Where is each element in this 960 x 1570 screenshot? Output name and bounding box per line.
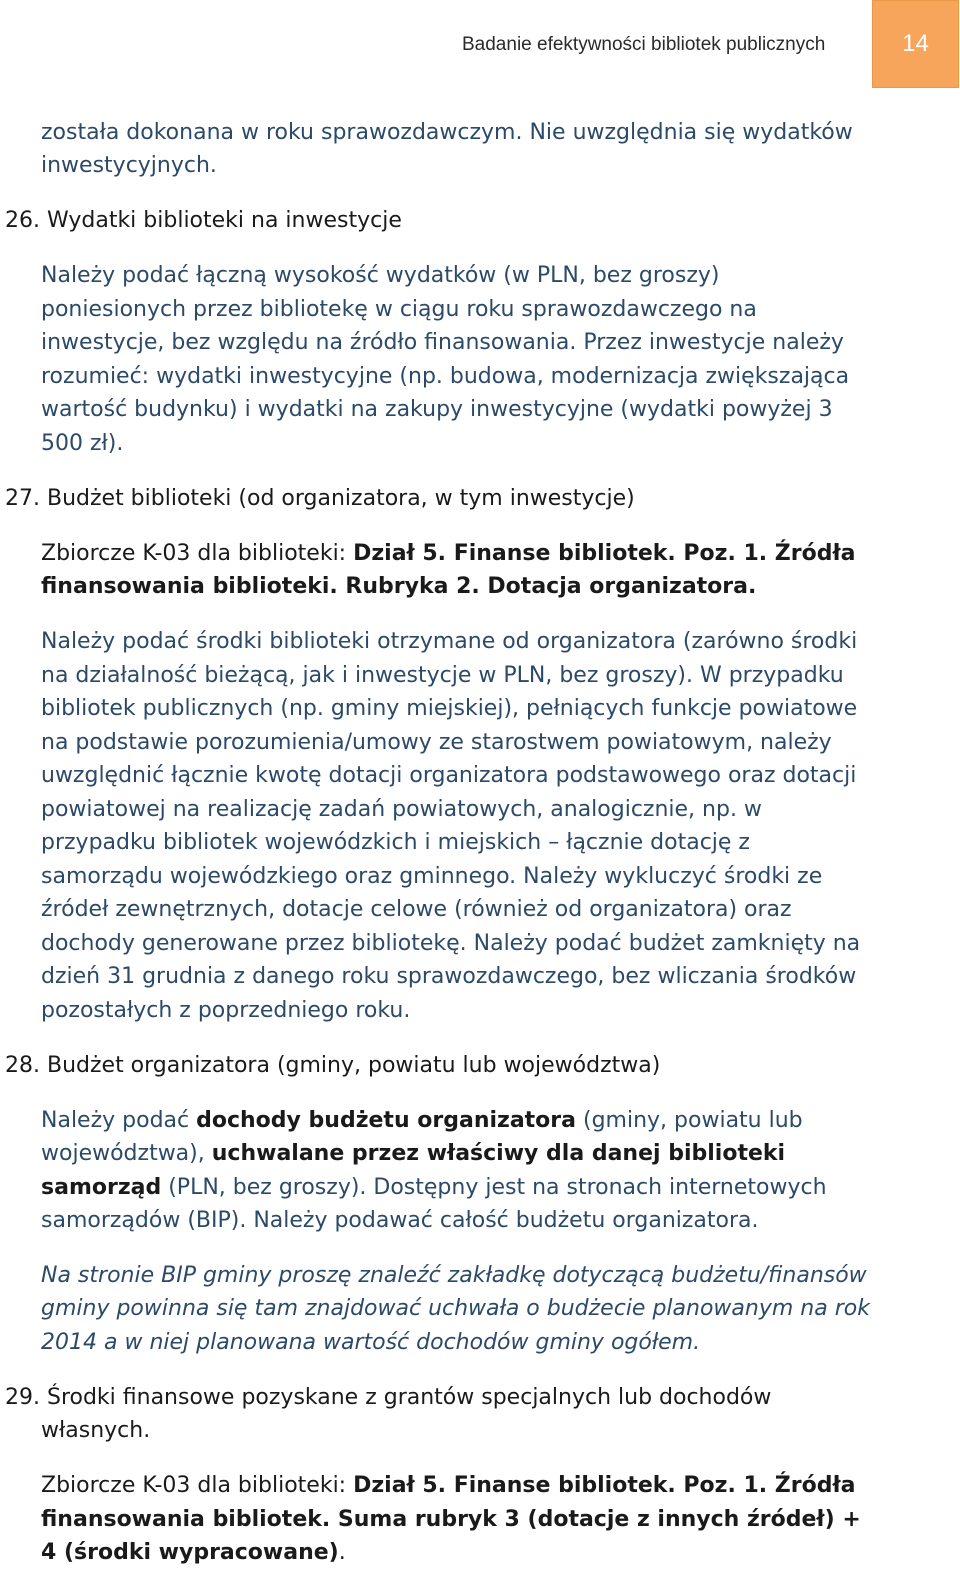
section-28-line: samorządów (BIP). Należy podawać całość budżetu organizatora. [41,1208,759,1233]
text-run-bold: dochody budżetu organizatora [196,1108,576,1133]
section-27-line: powiatowej na realizację zadań powiatowych, analogicznie, np. w [41,797,762,822]
reference-prefix: Zbiorcze K-03 dla biblioteki: [41,1473,354,1498]
text-run: województwa), [41,1141,212,1166]
section-28-italic-line: gminy powinna się tam znajdować uchwała o budżecie planowanym na rok [41,1296,870,1321]
section-29-reference-cont: finansowania bibliotek. Suma rubryk 3 (dotacje z innych źródeł) + [41,1507,861,1532]
text-run-bold: samorząd [41,1175,162,1200]
running-header-title: Badanie efektywności bibliotek publicznych [462,34,826,55]
section-28-line [41,1171,941,1205]
section-26-line: Należy podać łączną wysokość wydatków (w PLN, bez groszy) [41,263,720,288]
section-27-reference [41,537,941,571]
section-27-line: uwzględnić łącznie kwotę dotacji organizatora podstawowego oraz dotacji [41,763,857,788]
section-29-heading: 29. Środki finansowe pozyskane z grantów specjalnych lub dochodów [5,1385,772,1410]
intro-line: została dokonana w roku sprawozdawczym. Nie uwzględnia się wydatków [41,120,853,145]
section-28-line [41,1104,941,1138]
reference-bold: Dział 5. Finanse bibliotek. Poz. 1. Źródła [353,541,856,566]
section-28-italic-line: Na stronie BIP gminy proszę znaleźć zakładkę dotyczącą budżetu/finansów [41,1263,867,1288]
section-28-heading: 28. Budżet organizatora (gminy, powiatu lub województwa) [5,1053,661,1078]
section-27-line: samorządu wojewódzkiego oraz gminnego. Należy wykluczyć środki ze [41,864,823,889]
page-number: 14 [902,30,929,57]
section-26-line: inwestycje, bez względu na źródło finansowania. Przez inwestycje należy [41,330,844,355]
section-27-line: Należy podać środki biblioteki otrzymane od organizatora (zarówno środki [41,629,858,654]
section-27-line: na działalność bieżącą, jak i inwestycje w PLN, bez groszy). W przypadku [41,663,844,688]
section-28-italic-line: 2014 a w niej planowana wartość dochodów gminy ogółem. [41,1330,701,1355]
text-run: Należy podać [41,1108,197,1133]
section-27-line: na podstawie porozumienia/umowy ze starostwem powiatowym, należy [41,730,832,755]
reference-end: . [338,1540,346,1565]
reference-prefix: Zbiorcze K-03 dla biblioteki: [41,541,354,566]
section-26-line: poniesionych przez bibliotekę w ciągu roku sprawozdawczego na [41,297,757,322]
reference-bold: Dział 5. Finanse bibliotek. Poz. 1. Źródła [353,1473,856,1498]
text-run: (PLN, bez groszy). Dostępny jest na stronach internetowych [161,1175,827,1200]
section-26-line: rozumieć: wydatki inwestycyjne (np. budowa, modernizacja zwiększająca [41,364,850,389]
section-27-line: pozostałych z poprzedniego roku. [41,998,411,1023]
reference-bold: 4 (środki wypracowane) [41,1540,339,1565]
section-26-line: wartość budynku) i wydatki na zakupy inwestycyjne (wydatki powyżej 3 [41,397,833,422]
section-27-heading: 27. Budżet biblioteki (od organizatora, w tym inwestycje) [5,486,635,511]
section-27-line: przypadku bibliotek wojewódzkich i miejskich – łącznie dotację z [41,830,750,855]
section-27-line: bibliotek publicznych (np. gminy miejskiej), pełniących funkcje powiatowe [41,696,858,721]
section-29-reference [41,1469,941,1503]
page-number-badge [872,0,959,88]
section-28-line [41,1137,941,1171]
section-26-heading: 26. Wydatki biblioteki na inwestycje [5,208,402,233]
section-29-reference-cont [41,1536,941,1570]
text-run: (gminy, powiatu lub [576,1108,803,1133]
section-29-heading-cont: własnych. [41,1418,151,1443]
section-27-line: dochody generowane przez bibliotekę. Należy podać budżet zamknięty na [41,931,861,956]
section-27-line: dzień 31 grudnia z danego roku sprawozdawczego, bez wliczania środków [41,964,857,989]
text-run-bold: uchwalane przez właściwy dla danej biblioteki [211,1141,786,1166]
section-26-line: 500 zł). [41,431,124,456]
intro-line: inwestycyjnych. [41,153,217,178]
section-27-reference-cont: finansowania biblioteki. Rubryka 2. Dotacja organizatora. [41,574,757,599]
section-27-line: źródeł zewnętrznych, dotacje celowe (również od organizatora) oraz [41,897,792,922]
